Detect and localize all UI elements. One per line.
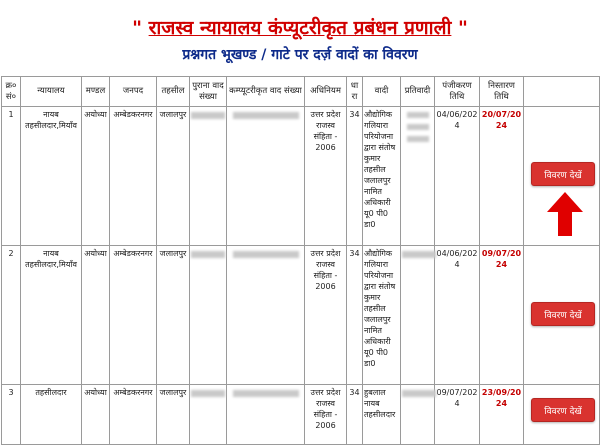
cell-mandal: अयोध्या	[82, 107, 110, 246]
cell-tehsil: जलालपुर	[157, 107, 190, 246]
col-header: अधिनियम	[305, 77, 347, 107]
arrow-up-icon	[545, 190, 585, 238]
cell-act: उत्तर प्रदेश राजस्व संहिता - 2006	[305, 107, 347, 246]
cell-disp-date: 09/07/2024	[480, 246, 524, 385]
col-header: वादी	[363, 77, 401, 107]
cell-sno: 2	[2, 246, 21, 385]
cell-vadi: औद्योगिक गलियारा परियोजना द्वारा संतोष कुमार तहसील जलालपुर नामित अधिकारी यू0 पी0 डा0	[363, 107, 401, 246]
cell-sno: 3	[2, 385, 21, 445]
cell-computerized-case-no	[227, 246, 305, 385]
redacted-value	[402, 390, 436, 397]
cell-mandal: अयोध्या	[82, 246, 110, 385]
cell-computerized-case-no	[227, 107, 305, 246]
col-header: निस्तारण तिथि	[480, 77, 524, 107]
cell-dhara: 34	[347, 385, 363, 445]
cell-mandal: अयोध्या	[82, 385, 110, 445]
redacted-value	[407, 112, 429, 118]
cell-sno: 1	[2, 107, 21, 246]
cell-court: नायब तहसीलदार,मियाँव	[21, 107, 82, 246]
col-header: पुराना वाद संख्या	[190, 77, 227, 107]
cell-reg-date: 09/07/2024	[435, 385, 480, 445]
cell-dhara: 34	[347, 107, 363, 246]
view-details-button[interactable]: विवरण देखें	[531, 162, 595, 186]
cell-janpad: अम्बेडकरनगर	[110, 385, 157, 445]
cell-prativadi	[401, 385, 435, 445]
cell-tehsil: जलालपुर	[157, 246, 190, 385]
cell-old-case-no	[190, 246, 227, 385]
cell-prativadi	[401, 107, 435, 246]
cell-reg-date: 04/06/2024	[435, 246, 480, 385]
cell-prativadi	[401, 246, 435, 385]
title-quote-open: "	[132, 17, 149, 39]
table-row	[2, 385, 600, 445]
cell-old-case-no	[190, 385, 227, 445]
redacted-value	[191, 112, 225, 119]
cell-tehsil: जलालपुर	[157, 385, 190, 445]
page-subtitle: प्रश्नगत भूखण्ड / गाटे पर दर्ज़ वादों का विवरण	[182, 47, 418, 63]
redacted-value	[407, 124, 429, 130]
table-row	[2, 246, 600, 385]
cell-disp-date: 20/07/2024	[480, 107, 524, 246]
redacted-value	[233, 112, 299, 119]
view-details-button[interactable]: विवरण देखें	[531, 302, 595, 326]
cases-table	[1, 76, 600, 445]
col-header: पंजीकरण तिथि	[435, 77, 480, 107]
cell-act: उत्तर प्रदेश राजस्व संहिता - 2006	[305, 246, 347, 385]
col-header-action	[524, 77, 600, 107]
redacted-value	[233, 390, 299, 397]
cell-vadi: हुबलाल नायब तहसीलदार	[363, 385, 401, 445]
col-header: धारा	[347, 77, 363, 107]
col-header: न्यायालय	[21, 77, 82, 107]
view-details-button[interactable]: विवरण देखें	[531, 398, 595, 422]
cell-janpad: अम्बेडकरनगर	[110, 107, 157, 246]
cell-act: उत्तर प्रदेश राजस्व संहिता - 2006	[305, 385, 347, 445]
cell-dhara: 34	[347, 246, 363, 385]
page-title	[0, 14, 600, 40]
cell-reg-date: 04/06/2024	[435, 107, 480, 246]
table-header-row	[2, 77, 600, 107]
table-row	[2, 107, 600, 246]
col-header: क्र० सं०	[2, 77, 21, 107]
col-header: तहसील	[157, 77, 190, 107]
col-header: जनपद	[110, 77, 157, 107]
cell-janpad: अम्बेडकरनगर	[110, 246, 157, 385]
redacted-value	[191, 251, 225, 258]
redacted-value	[191, 390, 225, 397]
col-header: प्रतिवादी	[401, 77, 435, 107]
col-header: मण्डल	[82, 77, 110, 107]
title-quote-close: "	[451, 17, 468, 39]
cell-court: नायब तहसीलदार,मियाँव	[21, 246, 82, 385]
title-text: राजस्व न्यायालय कंप्यूटरीकृत प्रबंधन प्रणाली	[148, 17, 452, 39]
redacted-value	[233, 251, 299, 258]
cell-computerized-case-no	[227, 385, 305, 445]
redacted-value	[407, 136, 429, 142]
col-header: कम्प्यूटरीकृत वाद संख्या	[227, 77, 305, 107]
cell-vadi: औद्योगिक गलियारा परियोजना द्वारा संतोष कुमार तहसील जलालपुर नामित अधिकारी यू0 पी0 डा0	[363, 246, 401, 385]
cell-old-case-no	[190, 107, 227, 246]
redacted-value	[402, 251, 436, 258]
cell-disp-date: 23/09/2024	[480, 385, 524, 445]
cell-court: तहसीलदार	[21, 385, 82, 445]
